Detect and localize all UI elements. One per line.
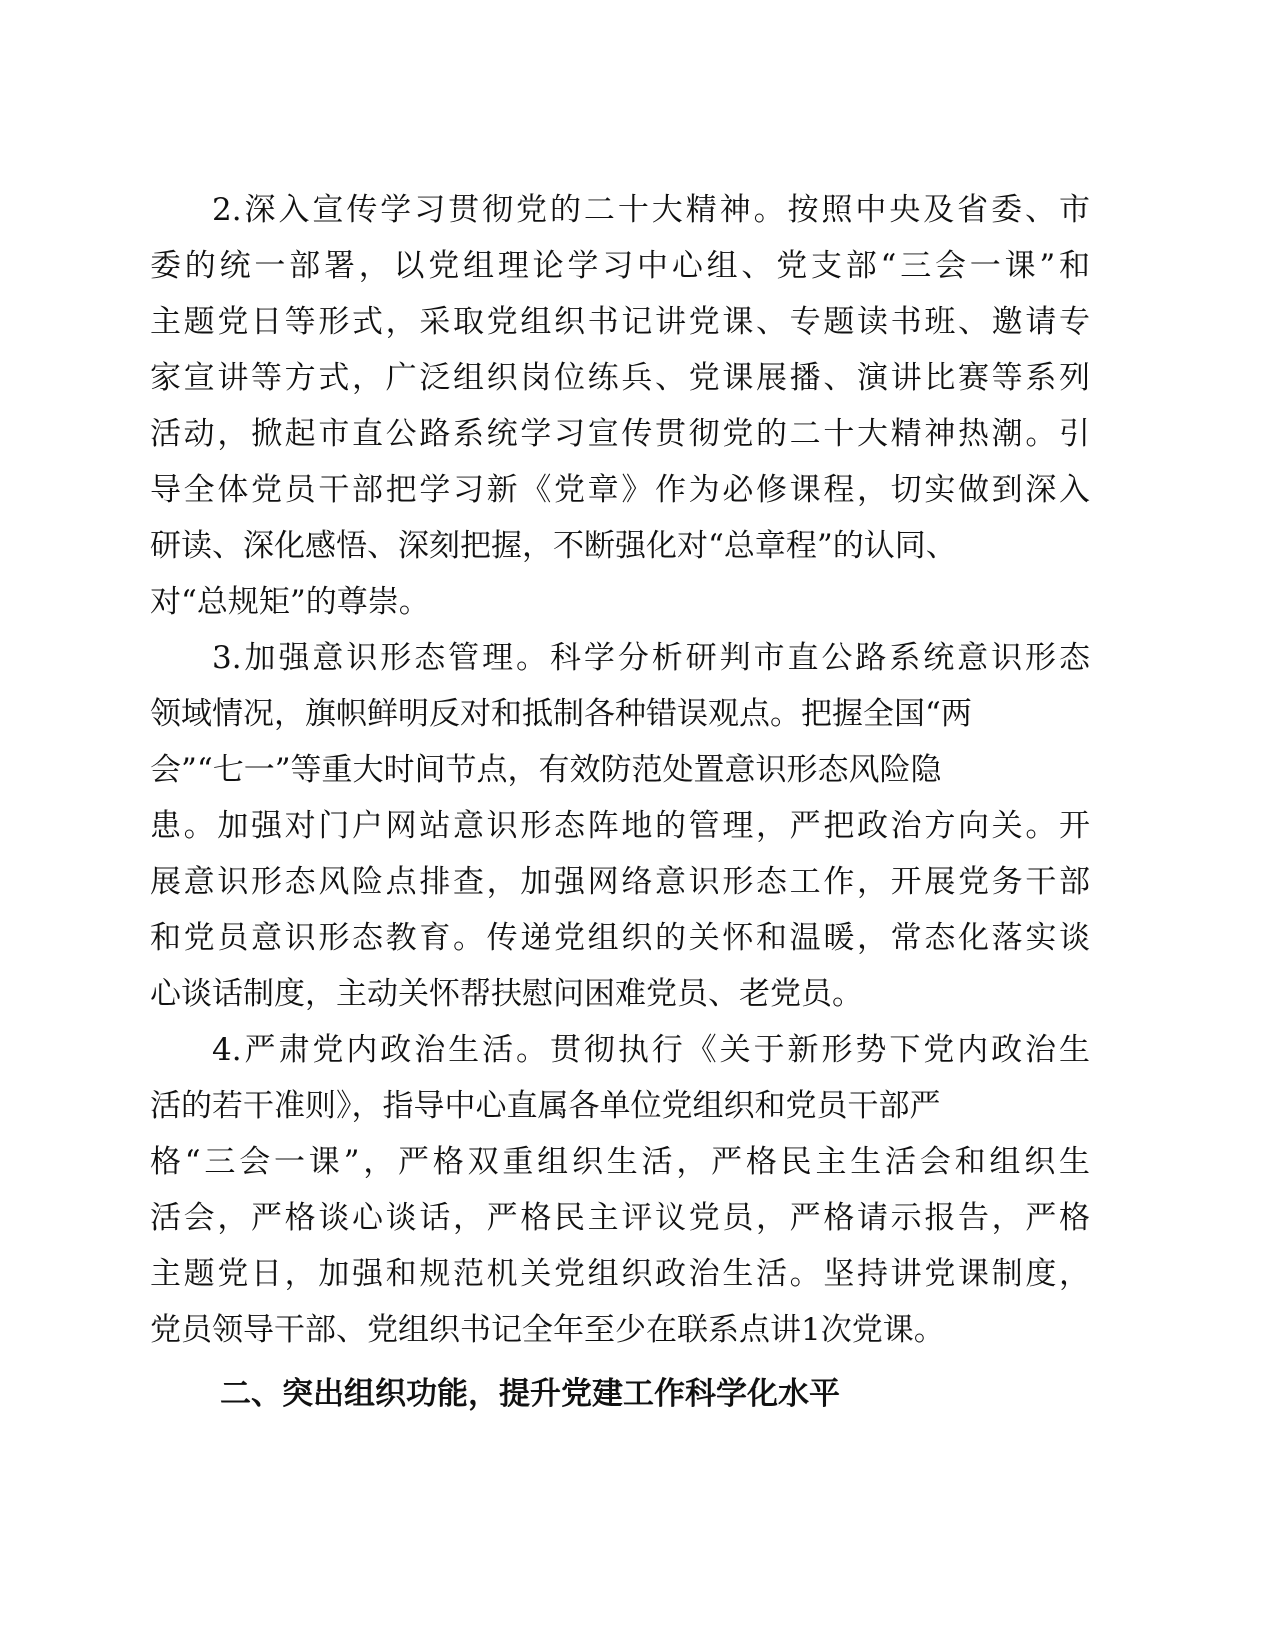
paragraph-line: 主题党日，加强和规范机关党组织政治生活。坚持讲党课制度， <box>150 1256 1090 1292</box>
paragraph-4 <box>150 1022 1090 1358</box>
paragraph-line: 委的统一部署，以党组理论学习中心组、党支部“三会一课”和 <box>150 248 1090 284</box>
section-heading: 二、突出组织功能，提升党建工作科学化水平 <box>220 1376 840 1412</box>
paragraph-line: 研读、深化感悟、深刻把握，不断强化对“总章程”的认同、 <box>150 528 957 564</box>
paragraph-line: 2.深入宣传学习贯彻党的二十大精神。按照中央及省委、市 <box>212 192 1090 228</box>
paragraph-line: 4.严肃党内政治生活。贯彻执行《关于新形势下党内政治生 <box>212 1032 1090 1068</box>
paragraph-line: 党员领导干部、党组织书记全年至少在联系点讲1次党课。 <box>150 1312 945 1348</box>
paragraph-line: 会”“七一”等重大时间节点，有效防范处置意识形态风险隐 <box>150 752 942 788</box>
paragraph-line: 主题党日等形式，采取党组织书记讲党课、专题读书班、邀请专 <box>150 304 1090 340</box>
paragraph-3 <box>150 630 1090 1022</box>
paragraph-line: 导全体党员干部把学习新《党章》作为必修课程，切实做到深入 <box>150 472 1090 508</box>
paragraph-2 <box>150 182 1090 630</box>
paragraph-line: 活动，掀起市直公路系统学习宣传贯彻党的二十大精神热潮。引 <box>150 416 1090 452</box>
paragraph-line: 患。加强对门户网站意识形态阵地的管理，严把政治方向关。开 <box>150 808 1090 844</box>
paragraph-line: 家宣讲等方式，广泛组织岗位练兵、党课展播、演讲比赛等系列 <box>150 360 1090 396</box>
paragraph-line: 活会，严格谈心谈话，严格民主评议党员，严格请示报告，严格 <box>150 1200 1090 1236</box>
document-page <box>150 182 1090 1424</box>
paragraph-line: 对“总规矩”的尊崇。 <box>150 584 430 620</box>
paragraph-line: 和党员意识形态教育。传递党组织的关怀和温暖，常态化落实谈 <box>150 920 1090 956</box>
paragraph-line: 心谈话制度，主动关怀帮扶慰问困难党员、老党员。 <box>150 976 863 1012</box>
paragraph-line: 格“三会一课”，严格双重组织生活，严格民主生活会和组织生 <box>150 1144 1090 1180</box>
paragraph-line: 展意识形态风险点排查，加强网络意识形态工作，开展党务干部 <box>150 864 1090 900</box>
paragraph-line: 活的若干准则》，指导中心直属各单位党组织和党员干部严 <box>150 1088 941 1124</box>
paragraph-line: 3.加强意识形态管理。科学分析研判市直公路系统意识形态 <box>212 640 1090 676</box>
paragraph-line: 领域情况，旗帜鲜明反对和抵制各种错误观点。把握全国“两 <box>150 696 972 732</box>
